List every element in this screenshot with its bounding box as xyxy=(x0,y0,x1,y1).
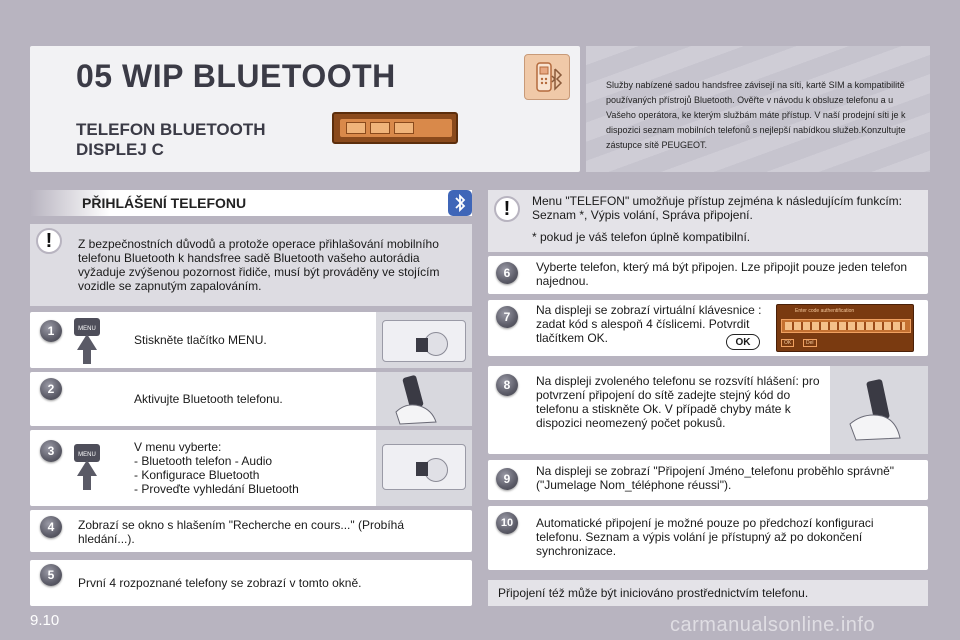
step-1-panel xyxy=(30,312,472,368)
step-3-text xyxy=(134,440,299,496)
step-6-panel xyxy=(488,256,928,294)
safety-warning-text: Z bezpečnostních důvodů a protože operace přihlašování mobilního telefonu Bluetooth k handsfree sadě Bluetooth vašeho autorádia vyžaduje zvýšenou pozornost řidiče, musí být prováděny ve stojícím vozidle se zapnutým zapalováním. xyxy=(78,237,440,293)
step-1-text: Stiskněte tlačítko MENU. xyxy=(134,333,267,347)
step-8-badge: 8 xyxy=(496,374,518,396)
section-title: PŘIHLÁŠENÍ TELEFONU xyxy=(82,195,247,211)
safety-warning-panel xyxy=(30,224,472,306)
hand-phone-image xyxy=(830,366,928,454)
header-panel xyxy=(30,46,580,172)
bluetooth-icon xyxy=(448,190,472,216)
phone-menu-intro: Menu "TELEFON" umožňuje přístup zejména k následujícím funkcím: Seznam *, Výpis volání, Správa připojení. xyxy=(532,194,903,222)
step-5-badge: 5 xyxy=(40,564,62,586)
step-1-badge: 1 xyxy=(40,320,62,342)
screen-ok-key: OK xyxy=(781,339,794,347)
ok-button[interactable]: OK xyxy=(726,334,760,350)
section-title-band xyxy=(30,190,472,216)
page-title: 05 WIP BLUETOOTH xyxy=(76,58,396,94)
step-4-panel xyxy=(30,510,472,552)
step-3-item: - Konfigurace Bluetooth xyxy=(134,468,260,482)
bottom-note-text: Připojení též může být iniciováno prostřednictvím telefonu. xyxy=(498,586,809,600)
virtual-keyboard-screen xyxy=(776,304,914,352)
bottom-note-panel xyxy=(488,580,928,606)
display-c-image xyxy=(332,112,458,144)
step-9-text: Na displeji se zobrazí "Připojení Jméno_telefonu proběhlo správně" ("Jumelage Nom_téléphone réussi"). xyxy=(536,464,895,492)
warning-icon: ! xyxy=(494,196,520,222)
step-7-text: Na displeji se zobrazí virtuální klávesnice : zadat kód s alespoň 4 číslicemi. Potvrdit tlačítkem OK. xyxy=(536,303,762,345)
screen-title: Enter code authentification xyxy=(795,308,855,314)
step-6-badge: 6 xyxy=(496,262,518,284)
page-number: 9.10 xyxy=(30,612,60,629)
menu-key-label: MENU xyxy=(78,452,96,458)
step-8-text: Na displeji zvoleného telefonu se rozsvítí hlášení: pro potvrzení připojení do sítě zadejte stejný kód do telefonu a stiskněte Ok. V případě chyby máte k dispozici neomezený počet pokusů. xyxy=(536,374,820,430)
step-9-panel xyxy=(488,460,928,500)
step-5-panel xyxy=(30,560,472,606)
hand-phone-image xyxy=(376,372,472,426)
radio-panel-image xyxy=(376,312,472,368)
menu-key-icon xyxy=(72,316,102,366)
step-10-badge: 10 xyxy=(496,512,518,534)
step-10-panel xyxy=(488,506,928,570)
step-4-text: Zobrazí se okno s hlašením "Recherche en cours..." (Probíhá hledání...). xyxy=(78,518,405,546)
phone-menu-info-panel xyxy=(488,190,928,252)
step-7-panel xyxy=(488,300,928,356)
step-3-panel xyxy=(30,430,472,506)
step-3-badge: 3 xyxy=(40,440,62,462)
step-5-text: První 4 rozpoznané telefony se zobrazí v tomto okně. xyxy=(78,576,362,590)
phone-menu-footnote: * pokud je váš telefon úplně kompatibilní. xyxy=(532,230,751,244)
header-info-text: Služby nabízené sadou handsfree závisejí na síti, kartě SIM a kompatibilitě používaných přístrojů Bluetooth. Ověřte v návodu k obsluze telefonu a u Vašeho operátora, ke kterým službám máte přístup. V naší prodejní síti je k dispozici seznam mobilních telefonů s nejlepší nabídkou služeb.Konzultujte zástupce sítě PEUGEOT. xyxy=(606,80,906,150)
subtitle-line-2: DISPLEJ C xyxy=(76,140,164,159)
page-subtitle xyxy=(76,120,266,160)
step-8-panel xyxy=(488,366,928,454)
step-7-badge: 7 xyxy=(496,306,518,328)
radio-panel-image xyxy=(376,430,472,506)
step-3-item: - Bluetooth telefon - Audio xyxy=(134,454,273,468)
watermark: carmanualsonline.info xyxy=(670,614,876,636)
screen-del-key: Del xyxy=(803,339,817,347)
step-3-intro: V menu vyberte: xyxy=(134,440,222,454)
subtitle-line-1: TELEFON BLUETOOTH xyxy=(76,120,266,139)
step-2-badge: 2 xyxy=(40,378,62,400)
menu-key-label: MENU xyxy=(78,326,96,332)
phone-bluetooth-icon xyxy=(524,54,570,100)
step-6-text: Vyberte telefon, který má být připojen. Lze připojit pouze jeden telefon najednou. xyxy=(536,260,908,288)
header-info-box xyxy=(586,46,930,172)
step-9-badge: 9 xyxy=(496,468,518,490)
warning-icon: ! xyxy=(36,228,62,254)
step-3-item: - Proveďte vyhledání Bluetooth xyxy=(134,482,299,496)
step-2-text: Aktivujte Bluetooth telefonu. xyxy=(134,392,283,406)
step-2-panel xyxy=(30,372,472,426)
step-10-text: Automatické připojení je možné pouze po předchozí konfiguraci telefonu. Seznam a výpis volání je přístupný až po dokončení synchronizace. xyxy=(536,516,874,558)
step-4-badge: 4 xyxy=(40,516,62,538)
menu-key-icon xyxy=(72,442,102,492)
